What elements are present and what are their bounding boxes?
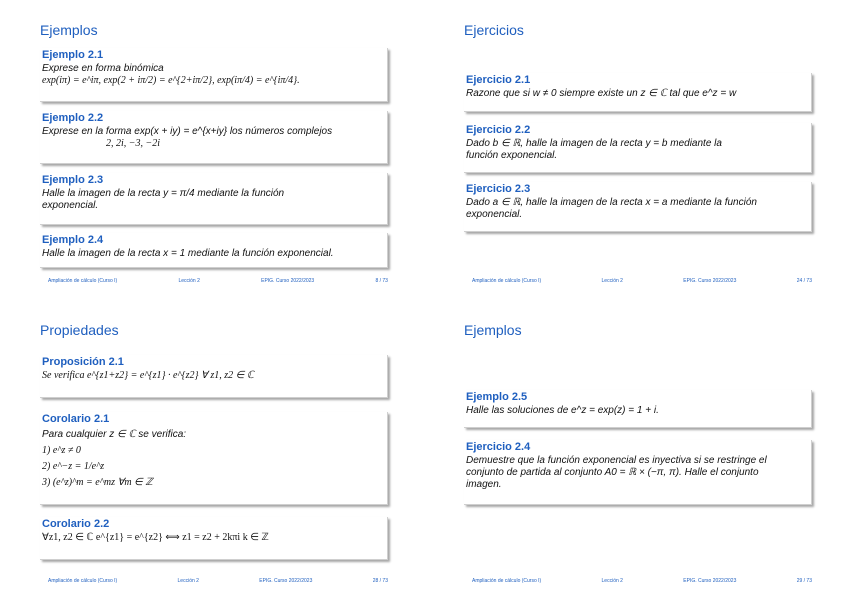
slide-title: Ejercicios bbox=[464, 22, 524, 38]
box-line: Demuestre que la función exponencial es inyectiva si se restringe el bbox=[466, 455, 767, 466]
box-line: Para cualquier z ∈ ℂ se verifica: bbox=[42, 429, 187, 440]
box-line: ∀z1, z2 ∈ ℂ e^{z1} = e^{z2} ⟺ z1 = z2 + 2kπi k ∈ ℤ bbox=[42, 532, 269, 543]
box-body bbox=[40, 248, 387, 262]
box-line: Halle la imagen de la recta y = π/4 mediante la función bbox=[42, 188, 285, 199]
box-title: Ejercicio 2.1 bbox=[466, 74, 531, 86]
footer-course: Ampliación de cálculo (Curso I) bbox=[472, 278, 542, 284]
slide-footer bbox=[48, 578, 388, 584]
footer-page: 8 / 73 bbox=[375, 278, 388, 284]
footer-course: Ampliación de cálculo (Curso I) bbox=[48, 278, 118, 284]
slide-footer bbox=[472, 578, 812, 584]
footer-page: 24 / 73 bbox=[796, 278, 812, 284]
box-title: Ejercicio 2.4 bbox=[466, 441, 531, 453]
footer-lesson: Lección 2 bbox=[177, 578, 199, 584]
slide-title: Ejemplos bbox=[40, 22, 98, 38]
footer-school: EPIG. Curso 2022/2023 bbox=[683, 278, 737, 284]
box-line: exponencial. bbox=[466, 209, 523, 220]
box-title: Corolario 2.2 bbox=[42, 518, 110, 530]
footer-school: EPIG. Curso 2022/2023 bbox=[261, 278, 315, 284]
slide-title: Propiedades bbox=[40, 322, 119, 338]
footer-lesson: Lección 2 bbox=[178, 278, 200, 284]
box-title: Ejemplo 2.5 bbox=[466, 391, 528, 403]
box-line: 3) (e^z)^m = e^mz ∀m ∈ ℤ bbox=[42, 477, 153, 488]
footer-page: 29 / 73 bbox=[796, 578, 812, 584]
box-body bbox=[464, 197, 811, 223]
box-title: Ejercicio 2.3 bbox=[466, 183, 531, 195]
exercise-box bbox=[464, 182, 812, 232]
example-box bbox=[40, 233, 388, 268]
box-body bbox=[40, 427, 387, 493]
box-line: Halle la imagen de la recta x = 1 mediante la función exponencial. bbox=[42, 248, 334, 259]
slide-ejercicios bbox=[424, 0, 848, 299]
exercise-box bbox=[464, 440, 812, 505]
box-line: Razone que si w ≠ 0 siempre existe un z ∈ ℂ tal que e^z = w bbox=[466, 88, 737, 99]
box-title: Ejemplo 2.1 bbox=[42, 49, 104, 61]
box-line: 2, 2i, −3, −2i bbox=[106, 138, 161, 149]
footer-lesson: Lección 2 bbox=[601, 578, 623, 584]
slide-footer bbox=[472, 278, 812, 284]
box-body bbox=[40, 532, 387, 546]
box-body bbox=[464, 88, 811, 102]
slide-propiedades bbox=[0, 300, 424, 599]
box-title: Ejemplo 2.4 bbox=[42, 234, 104, 246]
footer-lesson: Lección 2 bbox=[601, 278, 623, 284]
box-line: conjunto de partida al conjunto A0 = ℝ × (−π, π). Halle el conjunto bbox=[466, 467, 759, 478]
box-line: Dado b ∈ ℝ, halle la imagen de la recta y = b mediante la bbox=[466, 138, 722, 149]
proposition-box bbox=[40, 355, 388, 398]
box-line: 2) e^−z = 1/e^z bbox=[42, 461, 105, 472]
box-body bbox=[464, 455, 811, 493]
footer-course: Ampliación de cálculo (Curso I) bbox=[48, 578, 118, 584]
box-body bbox=[40, 126, 387, 152]
footer-school: EPIG. Curso 2022/2023 bbox=[259, 578, 313, 584]
exercise-box bbox=[464, 123, 812, 173]
slide-ejemplos-2 bbox=[424, 300, 848, 599]
footer-course: Ampliación de cálculo (Curso I) bbox=[472, 578, 542, 584]
exercise-box bbox=[464, 73, 812, 112]
box-body bbox=[40, 370, 387, 384]
box-title: Proposición 2.1 bbox=[42, 356, 124, 368]
corollary-box bbox=[40, 517, 388, 560]
box-line: exponencial. bbox=[42, 200, 99, 211]
box-body bbox=[464, 405, 811, 419]
box-body bbox=[40, 63, 387, 89]
box-line: Dado a ∈ ℝ, halle la imagen de la recta x = a mediante la función bbox=[466, 197, 757, 208]
slide-ejemplos-1 bbox=[0, 0, 424, 299]
slide-title: Ejemplos bbox=[464, 322, 522, 338]
example-box bbox=[40, 173, 388, 225]
box-title: Corolario 2.1 bbox=[42, 413, 110, 425]
box-line: imagen. bbox=[466, 479, 502, 490]
example-box bbox=[40, 48, 388, 102]
box-title: Ejercicio 2.2 bbox=[466, 124, 531, 136]
box-line: Se verifica e^{z1+z2} = e^{z1} · e^{z2} ∀ z1, z2 ∈ ℂ bbox=[42, 370, 254, 381]
footer-page: 28 / 73 bbox=[372, 578, 388, 584]
box-line: Exprese en forma binómica bbox=[42, 63, 164, 74]
box-title: Ejemplo 2.2 bbox=[42, 112, 104, 124]
slide-footer bbox=[48, 278, 388, 284]
example-box bbox=[464, 390, 812, 428]
box-body bbox=[464, 138, 811, 164]
box-line: Exprese en la forma exp(x + iy) = e^{x+iy} los números complejos bbox=[42, 126, 333, 137]
example-box bbox=[40, 111, 388, 164]
footer-school: EPIG. Curso 2022/2023 bbox=[683, 578, 737, 584]
box-line: exp(iπ) = e^iπ, exp(2 + iπ/2) = e^{2+iπ/2}, exp(iπ/4) = e^{iπ/4}. bbox=[42, 75, 300, 86]
box-line: función exponencial. bbox=[466, 150, 558, 161]
box-line: Halle las soluciones de e^z = exp(z) = 1 + i. bbox=[466, 405, 659, 416]
box-line: 1) e^z ≠ 0 bbox=[42, 445, 81, 456]
box-body bbox=[40, 188, 387, 214]
box-title: Ejemplo 2.3 bbox=[42, 174, 104, 186]
corollary-box bbox=[40, 412, 388, 505]
